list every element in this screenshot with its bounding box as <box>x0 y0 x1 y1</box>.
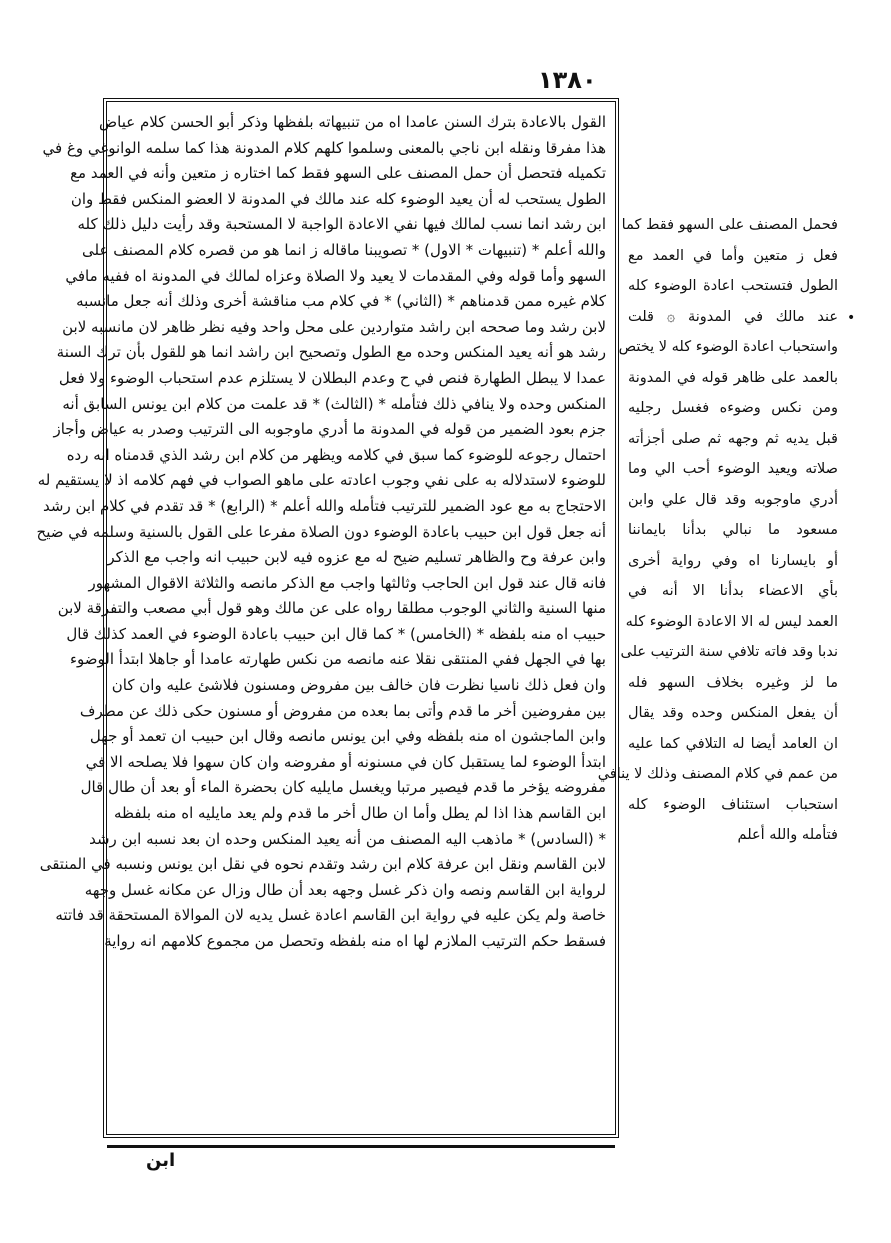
main-text-line: هذا مفرقا ونقله ابن ناجي بالمعنى وسلموا كلهم كلام المدونة هذا كما سلمه الوانوغي وغ في <box>42 138 606 157</box>
margin-text-line: بأي الاعضاء بدأنا الا أنه في <box>628 583 838 599</box>
main-text-line: السهو وأما قوله وفي المقدمات لا يعيد ولا الصلاة وعزاه لمالك في المدونة اه ففيه مافي <box>65 266 606 285</box>
main-text-line: لابن القاسم ونقل ابن عرفة كلام ابن رشد وتقدم نحوه في نقل ابن يونس ونسبه في المنتقى <box>39 855 606 874</box>
main-text-line: للوضوء لاستدلاله به على نفي وجوب اعادته على ماهو الصواب في فهم كلامه اذ لا يستقيم له <box>37 471 606 490</box>
main-text-line: حبيب اه منه بلفظه * (الخامس) * كما قال ابن حبيب باعادة الوضوء في العمد كذلك قال <box>66 624 606 643</box>
main-text-line: وابن عرفة وح والظاهر تسليم ضيح له مع عزوه فيه لابن حبيب انه واجب مع الذكر <box>107 548 606 567</box>
main-text-line: والله أعلم * (تنبيهات * الاول) * تصويبنا ماقاله ز انما هو من قصره كلام المصنف على <box>82 240 606 259</box>
main-text-line: وان فعل ذلك ناسيا نظرت فان خالف بين مفروض ومسنون فلاشئ عليه وان كان <box>111 676 606 695</box>
margin-text-line: ما لز وغيره بخلاف السهو فله <box>628 674 838 691</box>
margin-text-line: مسعود ما نبالي بدأنا بايماننا <box>628 522 838 538</box>
margin-text-line: استحباب استئناف الوضوء كله <box>628 796 838 813</box>
margin-bullet: • <box>847 310 856 326</box>
main-text-line: مفروضه يؤخر ما قدم فيصير مرتبا ويغسل مايليه كان بحضرة الماء أو بعد أن طال قال <box>80 778 606 797</box>
main-text-line: فسقط حكم الترتيب الملازم لها اه منه بلفظه وتحصل من مجموع كلامهم انه رواية <box>104 932 606 950</box>
main-text-line: تكميله فتحصل أن حمل المصنف على السهو فقط كما اختاره ز متعين وأنه في العمد مع <box>70 164 606 183</box>
main-text-line: جزم بعود الضمير من قوله في المدونة ما أدري ماوجوبه الى الترتيب وصدر به عياض وأجاز <box>53 420 606 439</box>
main-text-line: كلام غيره ممن قدمناهم * (الثاني) * في كلام مب مناقشة أخرى وذلك أنه جعل مانسبه <box>76 292 606 311</box>
main-text-line: منها السنية والثاني الوجوب مطلقا رواه على عن مالك وهو قول أبي مصعب والتفرقة لابن <box>57 599 606 618</box>
margin-text-line: صلاته ويعيد الوضوء أحب الي وما <box>628 461 838 477</box>
main-text-line: بين مفروضين أخر ما قدم وأتى بما بعده من مفروض أو مسنون حكى ذلك عن مطرف <box>79 701 606 720</box>
margin-text-line: فعل ز متعين وأما في العمد مع <box>628 247 838 264</box>
main-text-line: خاصة ولم يكن عليه في رواية ابن القاسم اعادة غسل يديه لان الموالاة المستحقة قد فاتته <box>55 906 606 925</box>
main-text-line: وابن الماجشون اه منه بلفظه وفي ابن يونس مانصه وقال ابن حبيب ان تعمد أو جهل <box>89 727 606 746</box>
main-text-line: القول بالاعادة بترك السنن عامدا اه من تنبيهاته بلفظها وذكر أبو الحسن كلام عياض <box>99 113 606 131</box>
margin-text-line: ومن نكس وضوءه فغسل رجليه <box>628 400 838 416</box>
margin-text-line: قبل يديه ثم وجهه ثم صلى أجزأته <box>628 430 838 447</box>
margin-commentary <box>597 210 838 851</box>
main-text-line: احتمال رجوعه للوضوء كما سبق في كلامه ويظهر من كلام ابن رشد الذي قدمناه انه رده <box>66 445 606 464</box>
main-text-line: بها في الجهل ففي المنتقى نقلا عنه مانصه من نكس طهارته عامدا أو جاهلا ابتدأ الوضوء <box>70 650 606 669</box>
main-text-line: ابن القاسم هذا اذا لم يطل وأما ان طال أخر ما قدم ولم يعد مايليه اه منه بلفظه <box>114 804 606 823</box>
main-text-line: لرواية ابن القاسم ونصه وان ذكر غسل وجهه بعد أن طال وزال عن مكانه غسل وجهه <box>84 880 606 899</box>
margin-text-line: أن يفعل المنكس وحده وقد يقال <box>628 705 838 721</box>
margin-text-line: العمد ليس له الا الاعادة الوضوء كله <box>625 613 838 630</box>
margin-text-line: أدري ماوجوبه وقد قال علي وابن <box>628 491 838 508</box>
margin-text-line: بالعمد على ظاهر قوله في المدونة <box>628 369 838 386</box>
main-text-line: الاحتجاج به مع عود الضمير للترتيب فتأمله والله أعلم * (الرابع) * قد تقدم في كلام ابن رشد <box>43 496 606 515</box>
main-text-line: ابتدأ الوضوء لما يستقبل كان في مسنونه أو مفروضه وان كان سهوا فلا يصلحه الا في <box>85 752 606 771</box>
main-text-line: * (السادس) * ماذهب اليه المصنف من أنه يعيد المنكس وحده ان بعد نسبه ابن رشد <box>89 829 606 848</box>
main-text-line: ابن رشد انما نسب لمالك فيها نفي الاعادة الواجبة لا المستحبة وقد رأيت دليل ذلك كله <box>77 215 606 234</box>
main-text-block <box>36 110 606 955</box>
main-text-line: المنكس وحده ولا ينافي ذلك فتأمله * (الثالث) * قد علمت من كلام ابن يونس السابق أنه <box>62 394 606 413</box>
main-text-line: رشد هو أنه يعيد المنكس وحده مع الطول وتصحيح ابن راشد انما هو للقول بأن ترك السنة <box>56 343 606 362</box>
margin-text-line: الطول فتستحب اعادة الوضوء كله <box>628 278 838 294</box>
main-text-line: فانه قال عند قول ابن الحاجب وثالثها واجب مع الذكر مانصه والثلاثة الاقوال المشهور <box>88 573 606 592</box>
margin-text-line: أو بايسارنا اه وفي رواية أخرى <box>628 552 838 569</box>
margin-text-line: عند مالك في المدونة ۞ قلت <box>628 308 838 325</box>
margin-text-line: ان العامد أيضا له التلافي كما عليه <box>628 735 838 752</box>
margin-text-line: فحمل المصنف على السهو فقط كما <box>621 217 838 233</box>
margin-text-line: من عمم في كلام المصنف وذلك لا ينافي <box>597 766 838 782</box>
main-text-line: الطول يستحب له أن يعيد الوضوء كله عند مالك في المدونة لا العضو المنكس فقط وان <box>70 189 606 208</box>
margin-text-line: ندبا وقد فاته تلافي سنة الترتيب على <box>620 644 838 660</box>
main-text-line: أنه جعل قول ابن حبيب باعادة الوضوء دون الصلاة مفرعا على القول بالسنية وسلمه في ضيح <box>36 522 606 541</box>
page-number: ١٣٨٠ <box>538 66 597 94</box>
main-text-line: عمدا لا يبطل الطهارة فنص في ح وعدم البطلان لا يستلزم عدم استحباب الوضوء ولا فعل <box>58 368 606 387</box>
catchword: ابن <box>146 1150 176 1171</box>
margin-text-line: واستحباب اعادة الوضوء كله لا يختص <box>618 339 838 355</box>
margin-text-line: فتأمله والله أعلم <box>737 827 838 843</box>
main-text-line: لابن رشد وما صححه ابن راشد متواردين على محل واحد وفيه نظر ظاهر لان مانسبه لابن <box>62 317 606 336</box>
main-text-frame <box>36 98 619 1138</box>
